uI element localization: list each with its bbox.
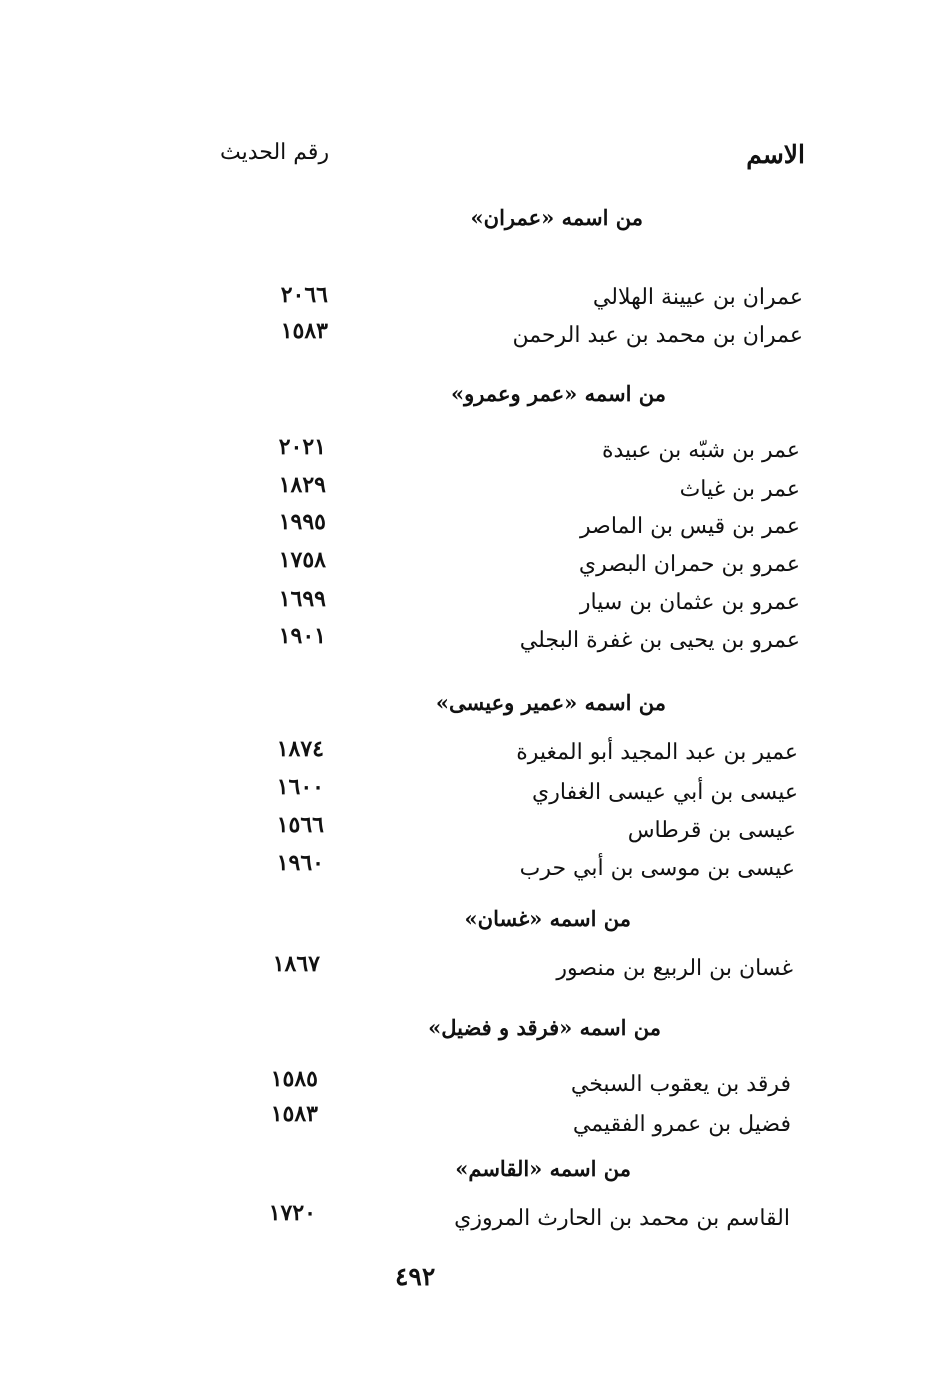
- group-title-qasim: من اسمه «القاسم»: [455, 1156, 631, 1181]
- column-header-hadith-number: رقم الحديث: [220, 140, 330, 165]
- entry-number: ١٥٨٥: [270, 1066, 318, 1092]
- entry-number: ١٦٩٩: [278, 586, 326, 612]
- entry-number: ١٩٦٠: [276, 850, 324, 876]
- entry-number: ١٩٩٥: [278, 509, 326, 535]
- entry-number: ٢٠٦٦: [280, 282, 328, 308]
- column-header-name: الاسم: [746, 140, 805, 169]
- entry-number: ١٨٦٧: [272, 951, 320, 977]
- entry-number: ٢٠٢١: [278, 434, 326, 460]
- entry-name: عيسى بن أبي عيسى الغفاري: [532, 780, 798, 805]
- entry-name: عمرو بن حمران البصري: [578, 552, 800, 577]
- entry-name: عيسى بن قرطاس: [627, 818, 796, 843]
- entry-name: عمران بن عيينة الهلالي: [592, 285, 803, 310]
- entry-name: فرقد بن يعقوب السبخي: [570, 1072, 791, 1097]
- entry-name: غسان بن الربيع بن منصور: [556, 956, 793, 981]
- group-title-imran: من اسمه «عمران»: [470, 205, 643, 230]
- entry-name: عمر بن شبّه بن عبيدة: [601, 438, 800, 463]
- group-title-umar-amr: من اسمه «عمر وعمرو»: [450, 381, 666, 406]
- entry-name: عمر بن غياث: [679, 477, 800, 502]
- entry-name: القاسم بن محمد بن الحارث المروزي: [454, 1206, 790, 1231]
- page-number: ٤٩٢: [395, 1262, 436, 1291]
- entry-number: ١٧٥٨: [278, 547, 326, 573]
- entry-name: عمير بن عبد المجيد أبو المغيرة: [516, 740, 798, 765]
- group-title-farqad-fudail: من اسمه «فرقد و فضيل»: [428, 1015, 661, 1040]
- entry-number: ١٨٧٤: [276, 736, 324, 762]
- entry-name: عمر بن قيس بن الماصر: [580, 514, 800, 539]
- group-title-umair-isa: من اسمه «عمير وعيسى»: [435, 690, 666, 715]
- entry-number: ١٥٦٦: [276, 812, 324, 838]
- entry-number: ١٦٠٠: [276, 774, 324, 800]
- entry-number: ١٨٢٩: [278, 472, 326, 498]
- entry-name: فضيل بن عمرو الفقيمي: [572, 1112, 791, 1137]
- entry-name: عيسى بن موسى بن أبي حرب: [519, 856, 795, 881]
- entry-number: ١٧٢٠: [268, 1200, 316, 1226]
- entry-number: ١٥٨٣: [280, 318, 328, 344]
- entry-name: عمرو بن يحيى بن غفرة البجلي: [519, 628, 800, 653]
- entry-name: عمرو بن عثمان بن سيار: [579, 590, 800, 615]
- entry-number: ١٩٠١: [278, 623, 326, 649]
- group-title-ghassan: من اسمه «غسان»: [464, 906, 631, 931]
- entry-name: عمران بن محمد بن عبد الرحمن: [512, 323, 803, 348]
- entry-number: ١٥٨٣: [270, 1101, 318, 1127]
